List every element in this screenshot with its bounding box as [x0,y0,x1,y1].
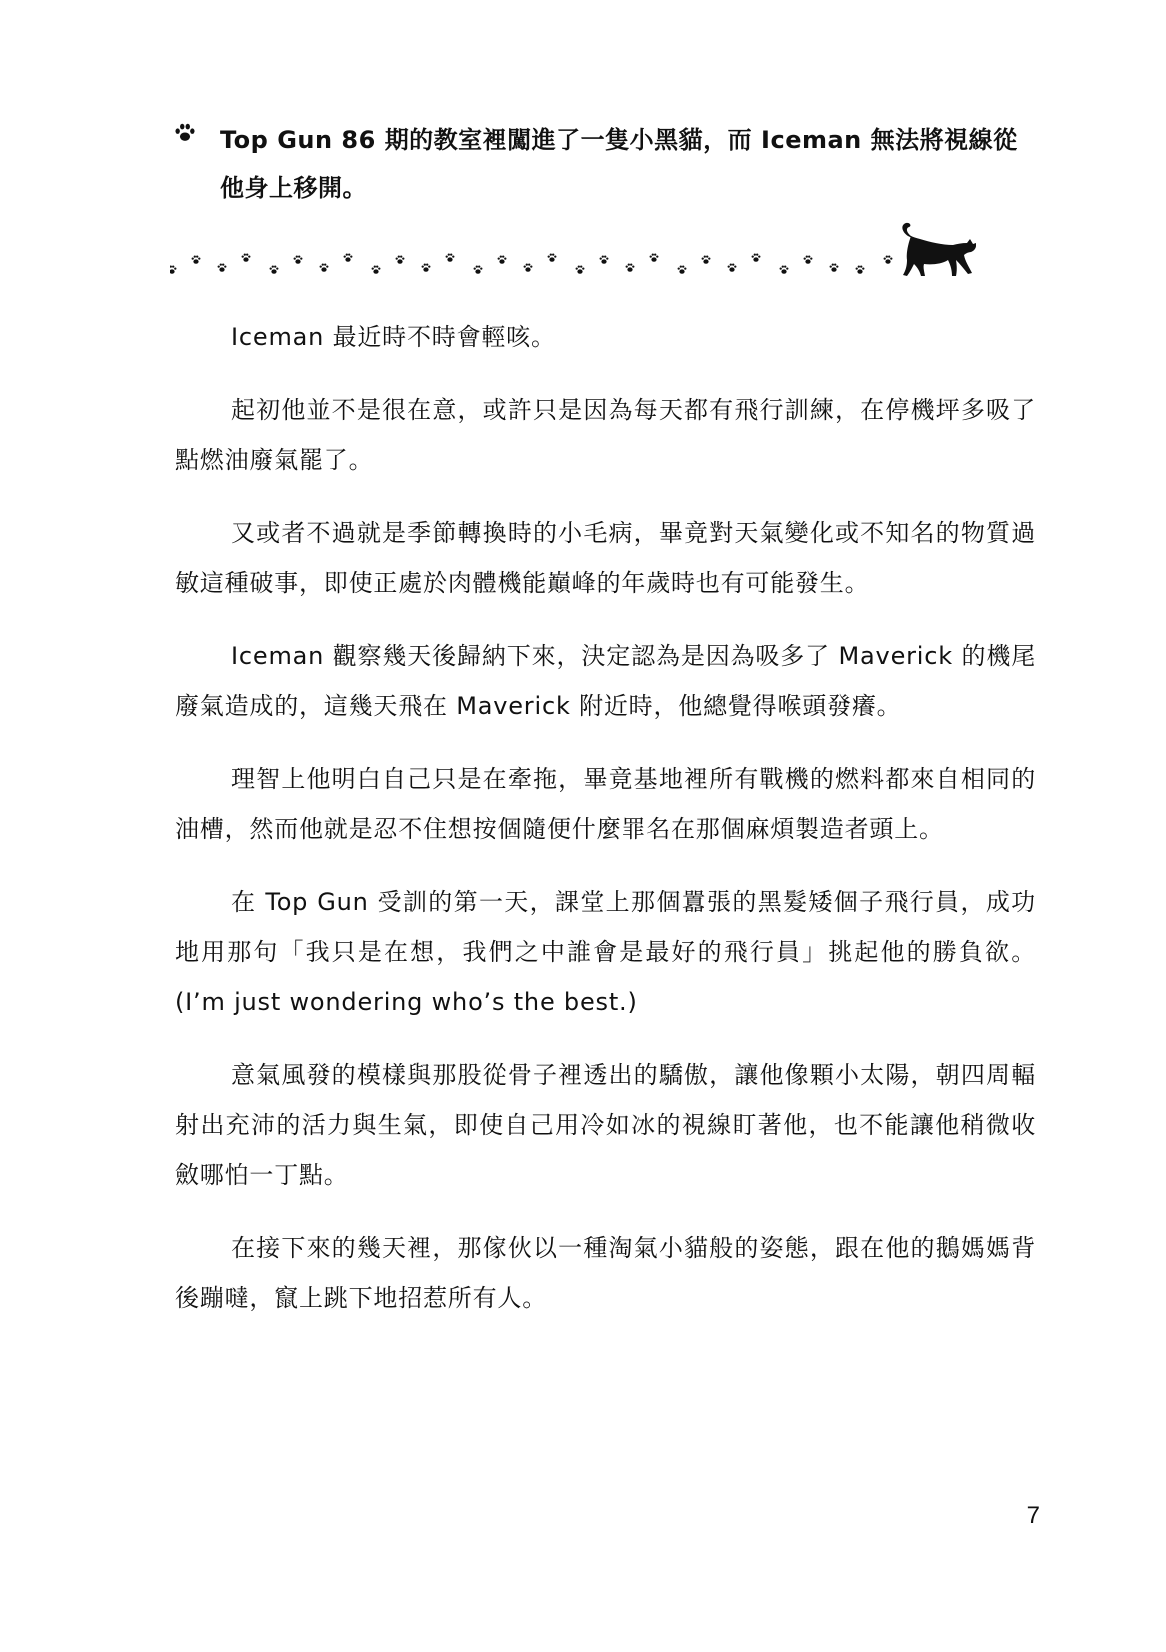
page-number: 7 [1026,1502,1040,1529]
paragraph: 起初他並不是很在意，或許只是因為每天都有飛行訓練，在停機坪多吸了點燃油廢氣罷了。 [175,396,1036,474]
paragraph: Iceman 觀察幾天後歸納下來，決定認為是因為吸多了 Maverick 的機尾廢氣造成的，這幾天飛在 Maverick 附近時，他總覺得喉頭發癢。 [175,642,1036,720]
story-summary [170,116,1030,212]
paw-trail-divider [170,222,1030,294]
summary-text: Top Gun 86 期的教室裡闖進了一隻小黑貓，而 Iceman 無法將視線從他身上移開。 [220,126,1018,202]
black-cat-icon [902,223,976,276]
paragraph: 理智上他明白自己只是在牽拖，畢竟基地裡所有戰機的燃料都來自相同的油槽，然而他就是忍不住想按個隨便什麼罪名在那個麻煩製造者頭上。 [175,765,1036,843]
paragraph: 在接下來的幾天裡，那傢伙以一種淘氣小貓般的姿態，跟在他的鵝媽媽背後蹦噠，竄上跳下地招惹所有人。 [175,1234,1036,1312]
paragraph: Iceman 最近時不時會輕咳。 [231,323,556,351]
paw-print-icon [174,122,196,144]
paragraph: 在 Top Gun 受訓的第一天，課堂上那個囂張的黑髮矮個子飛行員，成功地用那句「我只是在想，我們之中誰會是最好的飛行員」挑起他的勝負欲。(I’m just wondering who’s the best.) [175,888,1036,1016]
paragraph: 意氣風發的模樣與那股從骨子裡透出的驕傲，讓他像顆小太陽，朝四周輻射出充沛的活力與生氣，即使自己用冷如冰的視線盯著他，也不能讓他稍微收斂哪怕一丁點。 [175,1061,1036,1189]
paw-print-trail [170,253,892,273]
chapter-body [175,312,1036,1346]
paragraph: 又或者不過就是季節轉換時的小毛病，畢竟對天氣變化或不知名的物質過敏這種破事，即使正處於肉體機能巔峰的年歲時也有可能發生。 [175,519,1036,597]
